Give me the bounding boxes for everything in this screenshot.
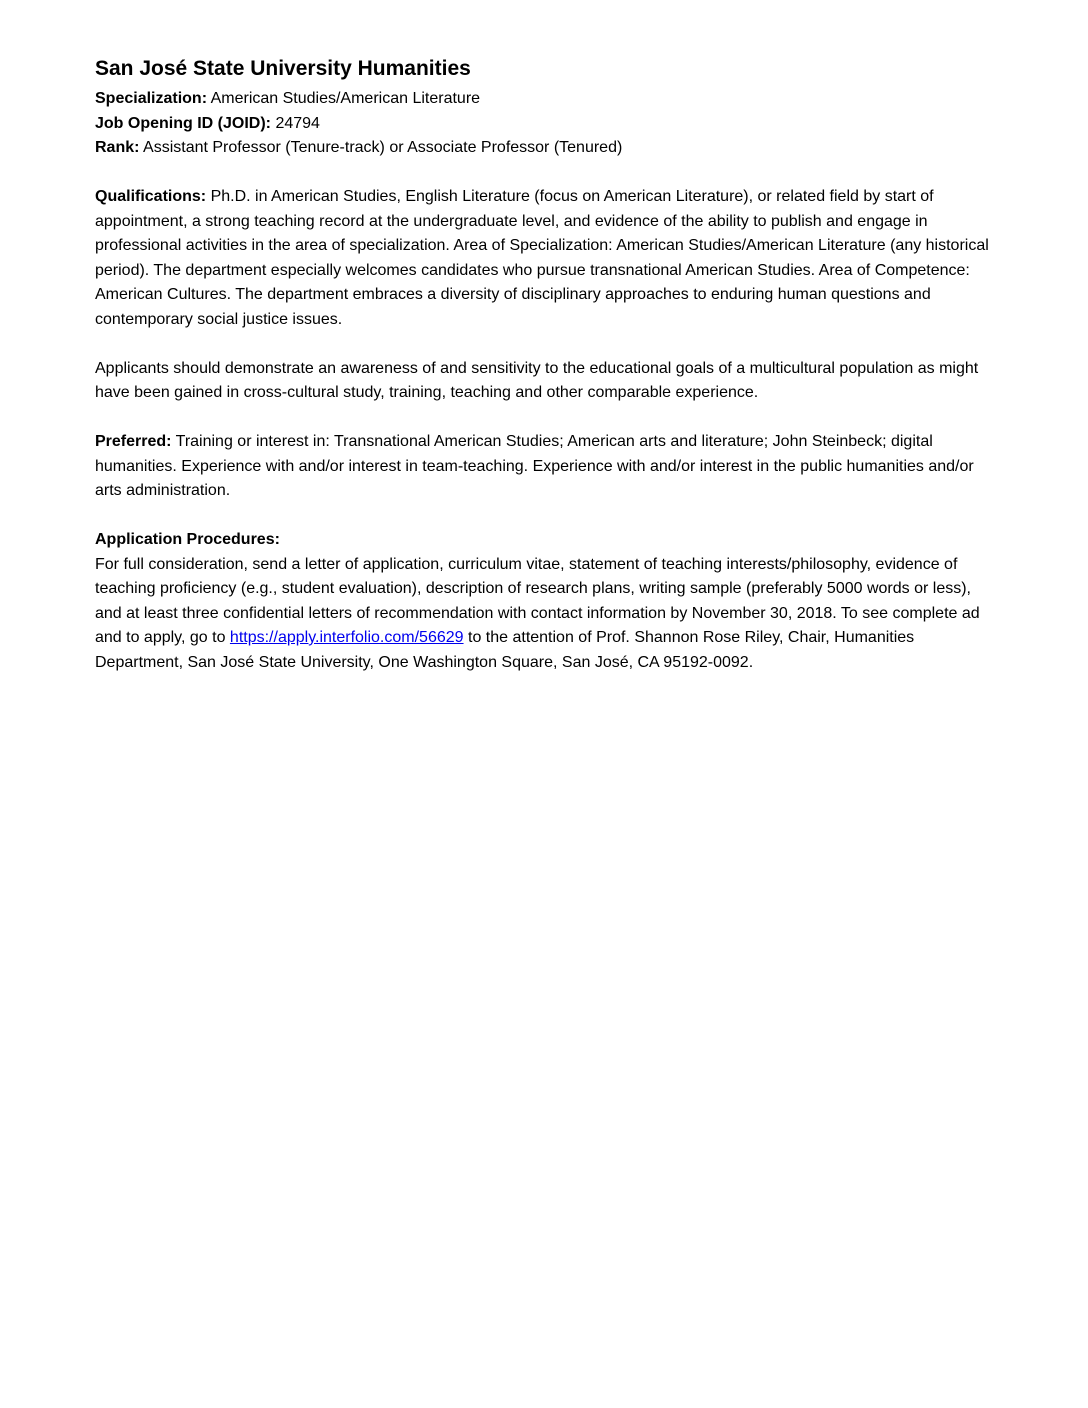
qualifications-paragraph bbox=[95, 185, 995, 332]
applicants-paragraph bbox=[95, 357, 995, 406]
procedures-text-after-link: to the attention of Prof. Shannon Rose Riley, Chair, Humanities Department, San José State University, One Washington Square, San José, CA 95192-0092. bbox=[95, 629, 915, 671]
applicants-text: Applicants should demonstrate an awareness of and sensitivity to the educational goals of a multicultural population as might have been gained in cross-cultural study, training, teaching and other comparable experience. bbox=[95, 359, 979, 401]
meta-line-job-opening-id bbox=[95, 112, 995, 137]
rank-value: Assistant Professor (Tenure-track) or Associate Professor (Tenured) bbox=[143, 139, 623, 156]
interfolio-apply-link[interactable]: https://apply.interfolio.com/56629 bbox=[229, 629, 464, 646]
meta-line-rank bbox=[95, 136, 995, 161]
job-opening-id-value: 24794 bbox=[275, 114, 320, 132]
preferred-label: Preferred: bbox=[95, 433, 172, 450]
application-procedures-heading: Application Procedures: bbox=[95, 531, 280, 548]
preferred-text: Training or interest in: Transnational American Studies; American arts and literature; John Steinbeck; digital humanities. Experience with and/or interest in team-teaching. Experience with and/or interest in the public humanities and/or arts administration. bbox=[95, 433, 974, 499]
rank-label: Rank: bbox=[95, 139, 140, 156]
specialization-value: American Studies/American Literature bbox=[210, 90, 481, 107]
qualifications-text: Ph.D. in American Studies, English Literature (focus on American Literature), or related field by start of appointment, a strong teaching record at the undergraduate level, and evidence of the ability to publish and engage in professional activities in the area of specialization. Area of Specialization: American Studies/American Literature (any historical period). The department especially welcomes candidates who pursue transnational American Studies. Area of Competence: American Cultures. The department embraces a diversity of disciplinary approaches to enduring human questions and contemporary social justice issues. bbox=[95, 188, 989, 328]
preferred-paragraph bbox=[95, 430, 995, 504]
qualifications-label: Qualifications: bbox=[95, 188, 207, 205]
job-opening-id-label: Job Opening ID (JOID): bbox=[95, 114, 271, 132]
page-title: San José State University Humanities bbox=[95, 57, 471, 80]
procedures-text-before-link: For full consideration, send a letter of application, curriculum vitae, statement of teaching interests/philosophy, evidence of teaching proficiency (e.g., student evaluation), description of research plans, writing sample (preferably 5000 words or less), and at least three confidential letters of recommendation with contact information by November 30, 2018. To see complete ad and to apply, go to bbox=[95, 555, 980, 646]
application-procedures-paragraph bbox=[95, 553, 995, 676]
document-content bbox=[95, 54, 995, 675]
meta-line-specialization bbox=[95, 87, 995, 112]
specialization-label: Specialization: bbox=[95, 90, 208, 107]
